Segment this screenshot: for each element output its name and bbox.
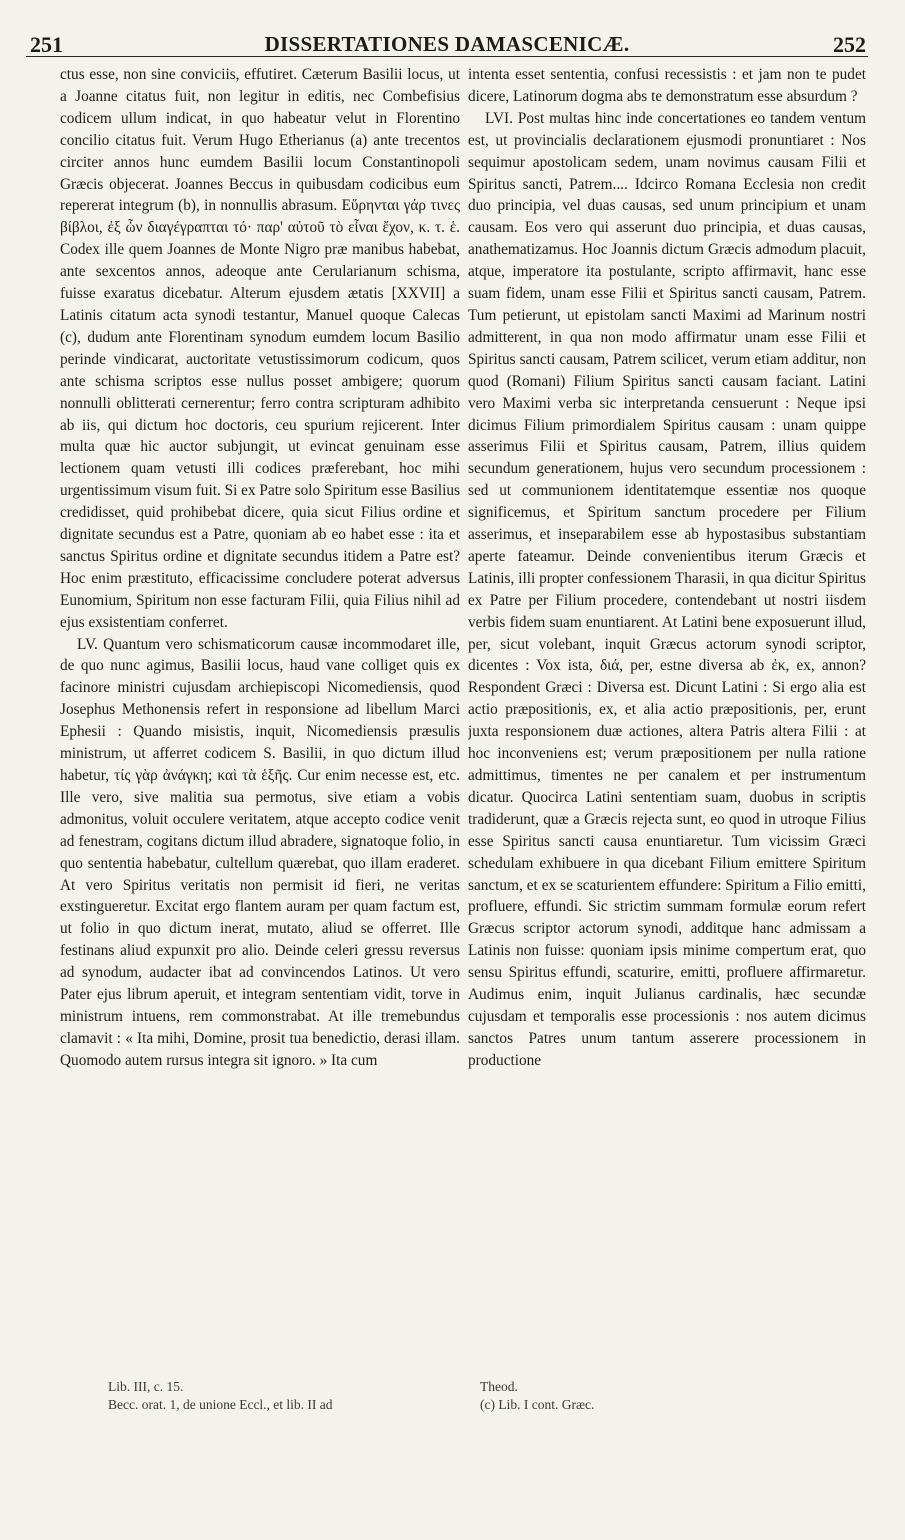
footnote: Theod. xyxy=(480,1379,518,1394)
left-column xyxy=(60,64,460,1364)
footnote: Lib. III, c. 15. xyxy=(108,1379,184,1394)
footnote: Becc. orat. 1, de unione Eccl., et lib. II ad xyxy=(108,1397,333,1412)
right-column xyxy=(468,64,866,1364)
page-header xyxy=(26,22,868,57)
running-title: DISSERTATIONES DAMASCENICÆ. xyxy=(264,32,630,56)
paragraph: LVI. Post multas hinc inde concertationes eo tandem ventum est, ut provincialis declarationem ejusmodi pronuntiaret : Nos sequimur apostolicam sedem, unam novimus causam Filii et Spiritus sancti, Patrem.... Idcirco Romana Ecclesia non credit duo principia, vel duas causas, sed unum principium et unam causam. Eos vero qui asserunt duo principia, et duas causas, anathematizamus. Hoc Joannis dictum Græcis admodum placuit, atque, imperatore ita postulante, scripto affirmavit, hanc esse suam fidem, unam esse Filii et Spiritus sancti causam, Patrem. Tum petierunt, ut epistolam sancti Maximi ad Marinum nostri admitterent, in qua non modo affirmatur unam esse Filii et Spiritus sancti causam, Patrem scilicet, verum etiam additur, non quod (Romani) Filium Spiritus sancti causam faciant. Latini vero Maximi verba sic interpretanda censuerunt : Neque ipsi dicimus Filium primordialem Spiritus causam : unam quippe asserimus Filii et Spiritus causam, Patrem, illius quidem secundum generationem, hujus vero secundum processionem : sed ut communionem identitatemque essentiæ nos quoque significemus, et Spiritum sanctum procedere per Filium asserimus, et inseparabilem esse ab hypostasibus substantiam aperte fateamur. Deinde convenientibus iterum Græcis et Latinis, illi propter confessionem Tharasii, in qua dicitur Spiritus ex Patre per Filium procedere, contendebant ut nostri iisdem verbis fidem suam enuntiarent. At Latini bene exposuerunt illud, per, sicut volebant, inquit Græcus actorum synodi scriptor, dicentes : Vox ista, διά, per, estne diversa ab ἐκ, ex, annon? Respondent Græci : Diversa est. Dicunt Latini : Si ergo alia est actio præpositionis, ex, et alia actio præpositionis, per, erunt juxta responsionem duæ actiones, altera Patris altera Filii : at hoc inconveniens est; verum præpositionem per nulla ratione admittimus, timentes ne per canalem et per instrumentum dicatur. Quocirca Latini sententiam suam, duobus in scriptis tradiderunt, quæ a Græcis rejecta sunt, eo quod in utroque Filius esse Spiritus sancti causa enuntiaretur. Tum vicissim Græci schedulam exhibuere in qua dicebant Filium emittere Spiritum sanctum, et ex se scaturientem effundere: Spiritum a Filio emitti, profluere, effundi. Sic strictim summam formulæ eorum refert Græcus scriptor actorum synodi, additque hanc admissam a Latinis non fuisse: quoniam ipsis minime compertum erat, quo sensu Spiritus effundi, scaturire, emitti, profluere affirmaretur. Audimus enim, inquit Julianus cardinalis, hæc secundæ cujusdam et temporalis esse processionis : nos autem dicimus sanctos Patres unum tantum asserere processionem in productione xyxy=(468,109,866,1069)
footnotes-right xyxy=(480,1378,860,1414)
paragraph: ctus esse, non sine conviciis, effutiret. Cæterum Basilii locus, ut a Joanne citatus fuit, non legitur in editis, nec Combefisius codicem ullum indicat, in quo habeatur velut in Florentino concilio citatus fuit. Verum Hugo Etherianus (a) ante trecentos circiter annos hunc eumdem Basilii locum Constantinopoli Græcis objecerat. Joannes Beccus in quibusdam codicibus eum repererat integrum (b), in nonnullis abrasum. Εὕρηνται γάρ τινες βίβλοι, ἐξ ὧν διαγέγραπται τό· παρ' αὐτοῦ τὸ εἶναι ἔχον, κ. τ. ἑ. Codex ille quem Joannes de Monte Nigro præ manibus habebat, ante sexcentos annos, adeoque ante Cerularianum schisma, fuisse exaratus dicebatur. Alterum ejusdem ætatis [XXVII] a Latinis citatum acta synodi testantur, Manuel quoque Calecas (c), dudum ante Florentinam synodum eumdem locum Basilio perinde vindicarat, auctoritate vetustissimorum codicum, quos ante schisma scriptos esse nullus posset ambigere; quorum nonnulli oblitterati cernerentur; ferro contra scripturam adhibito ab iis, qui dictum hoc doctoris, ceu spurium rejicerent. Inter multa quæ hic auctor subjungit, ut evincat genuinam esse lectionem quam vetusti illi codices præferebant, hoc mihi urgentissimum visum fuit. Si ex Patre solo Spiritum esse Basilius credidisset, quid prohibebat dicere, quia sicut Filius ordine et dignitate secundus est a Patre, quoniam ab eo habet esse : ita et sanctus Spiritus ordine et dignitate secundus itidem a Patre est? Hoc enim præstituto, efficacissime concludere poterat adversus Eunomium, Spiritum non esse facturam Filii, quia Filius nihil ad ejus exsistentiam conferret. xyxy=(60,66,460,631)
paragraph: LV. Quantum vero schismaticorum causæ incommodaret ille, de quo nunc agimus, Basilii locus, haud vane colliget quis ex facinore ministri cujusdam archiepiscopi Nicomediensis, quod Josephus Methonensis refert in responsione ad libellum Marci Ephesii : Quando misistis, inquit, Nicomediensis præsulis ministrum, ut afferret codicem S. Basilii, in quo dictum illud habetur, τίς γὰρ ἀνάγκη; καὶ τὰ ἑξῆς. Cur enim necesse est, etc. Ille vero, sive malitia sua permotus, sive etiam a vobis admonitus, voluit occulere veritatem, atque accepto codice venit ad fenestram, cogitans dictum illud abradere, signatoque folio, in quo sententia habebatur, cultellum quærebat, quo illam eraderet. At vero Spiritus veritatis non permisit id fieri, ne veritas exstingueretur. Excitat ergo flantem auram per quam factum est, ut folio in quo dictum inerat, mutato, aliud se offerret. Ille festinans aliud expunxit pro alio. Deinde celeri gressu reversus ad synodum, audacter ibat ad convincendos Latinos. Ut vero Pater ejus librum aperuit, et integram sententiam vidit, torve in ministrum intuens, rem commonstrabat. At ille tremebundus clamavit : « Ita mihi, Domine, prosit tua benedictio, derasi illam. Quomodo autem rursus integra sit ignoro. » Ita cum xyxy=(60,635,460,1069)
page-number-right: 252 xyxy=(833,32,866,57)
page-number-left: 251 xyxy=(30,32,63,57)
footnote: (c) Lib. I cont. Græc. xyxy=(480,1397,595,1412)
footnotes-left xyxy=(108,1378,458,1414)
paragraph: intenta esset sententia, confusi recessistis : et jam non te pudet dicere, Latinorum dogma abs te demonstratum esse absurdum ? xyxy=(468,66,866,105)
